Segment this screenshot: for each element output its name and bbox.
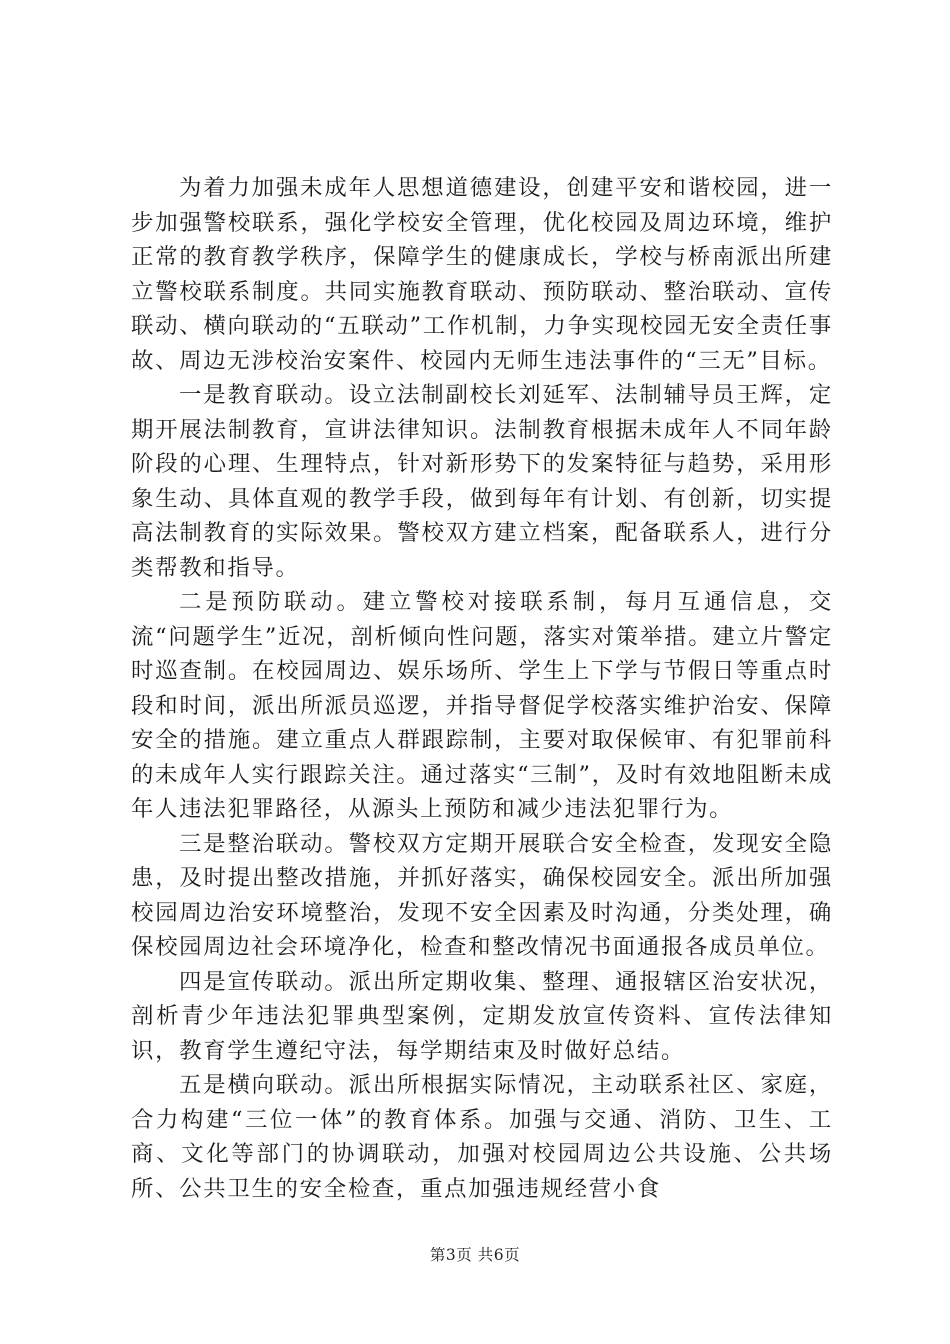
paragraph-intro: 为着力加强未成年人思想道德建设，创建平安和谐校园，进一步加强警校联系，强化学校安全管理，优化校园及周边环境，维护正常的教育教学秩序，保障学生的健康成长，学校与桥南派出所建立警校联系制度。共同实施教育联动、预防联动、整治联动、宣传联动、横向联动的“五联动”工作机制，力争实现校园无安全责任事故、周边无涉校治安案件、校园内无师生违法事件的“三无”目标。 <box>131 175 833 374</box>
document-body <box>131 171 833 1206</box>
paragraph-horizontal-linkage: 五是横向联动。派出所根据实际情况，主动联系社区、家庭，合力构建“三位一体”的教育体系。加强与交通、消防、卫生、工商、文化等部门的协调联动，加强对校园周边公共设施、公共场所、公共卫生的安全检查，重点加强违规经营小食 <box>131 1072 833 1202</box>
paragraph-education-linkage: 一是教育联动。设立法制副校长刘延军、法制辅导员王辉，定期开展法制教育，宣讲法律知识。法制教育根据未成年人不同年龄阶段的心理、生理特点，针对新形势下的发案特征与趋势，采用形象生动、具体直观的教学手段，做到每年有计划、有创新，切实提高法制教育的实际效果。警校双方建立档案，配备联系人，进行分类帮教和指导。 <box>131 382 833 581</box>
paragraph-publicity-linkage: 四是宣传联动。派出所定期收集、整理、通报辖区治安状况，剖析青少年违法犯罪典型案例，定期发放宣传资料、宣传法律知识，教育学生遵纪守法，每学期结束及时做好总结。 <box>131 968 833 1064</box>
paragraph-prevention-linkage: 二是预防联动。建立警校对接联系制，每月互通信息，交流“问题学生”近况，剖析倾向性问题，落实对策举措。建立片警定时巡查制。在校园周边、娱乐场所、学生上下学与节假日等重点时段和时间，派出所派员巡逻，并指导督促学校落实维护治安、保障安全的措施。建立重点人群跟踪制，主要对取保候审、有犯罪前科的未成年人实行跟踪关注。通过落实“三制”，及时有效地阻断未成年人违法犯罪路径，从源头上预防和减少违法犯罪行为。 <box>131 589 833 822</box>
paragraph-rectification-linkage: 三是整治联动。警校双方定期开展联合安全检查，发现安全隐患，及时提出整改措施，并抓好落实，确保校园安全。派出所加强校园周边治安环境整治，发现不安全因素及时沟通，分类处理，确保校园周边社会环境净化，检查和整改情况书面通报各成员单位。 <box>131 830 833 960</box>
page-number-footer: 第3页 共6页 <box>429 1246 521 1264</box>
